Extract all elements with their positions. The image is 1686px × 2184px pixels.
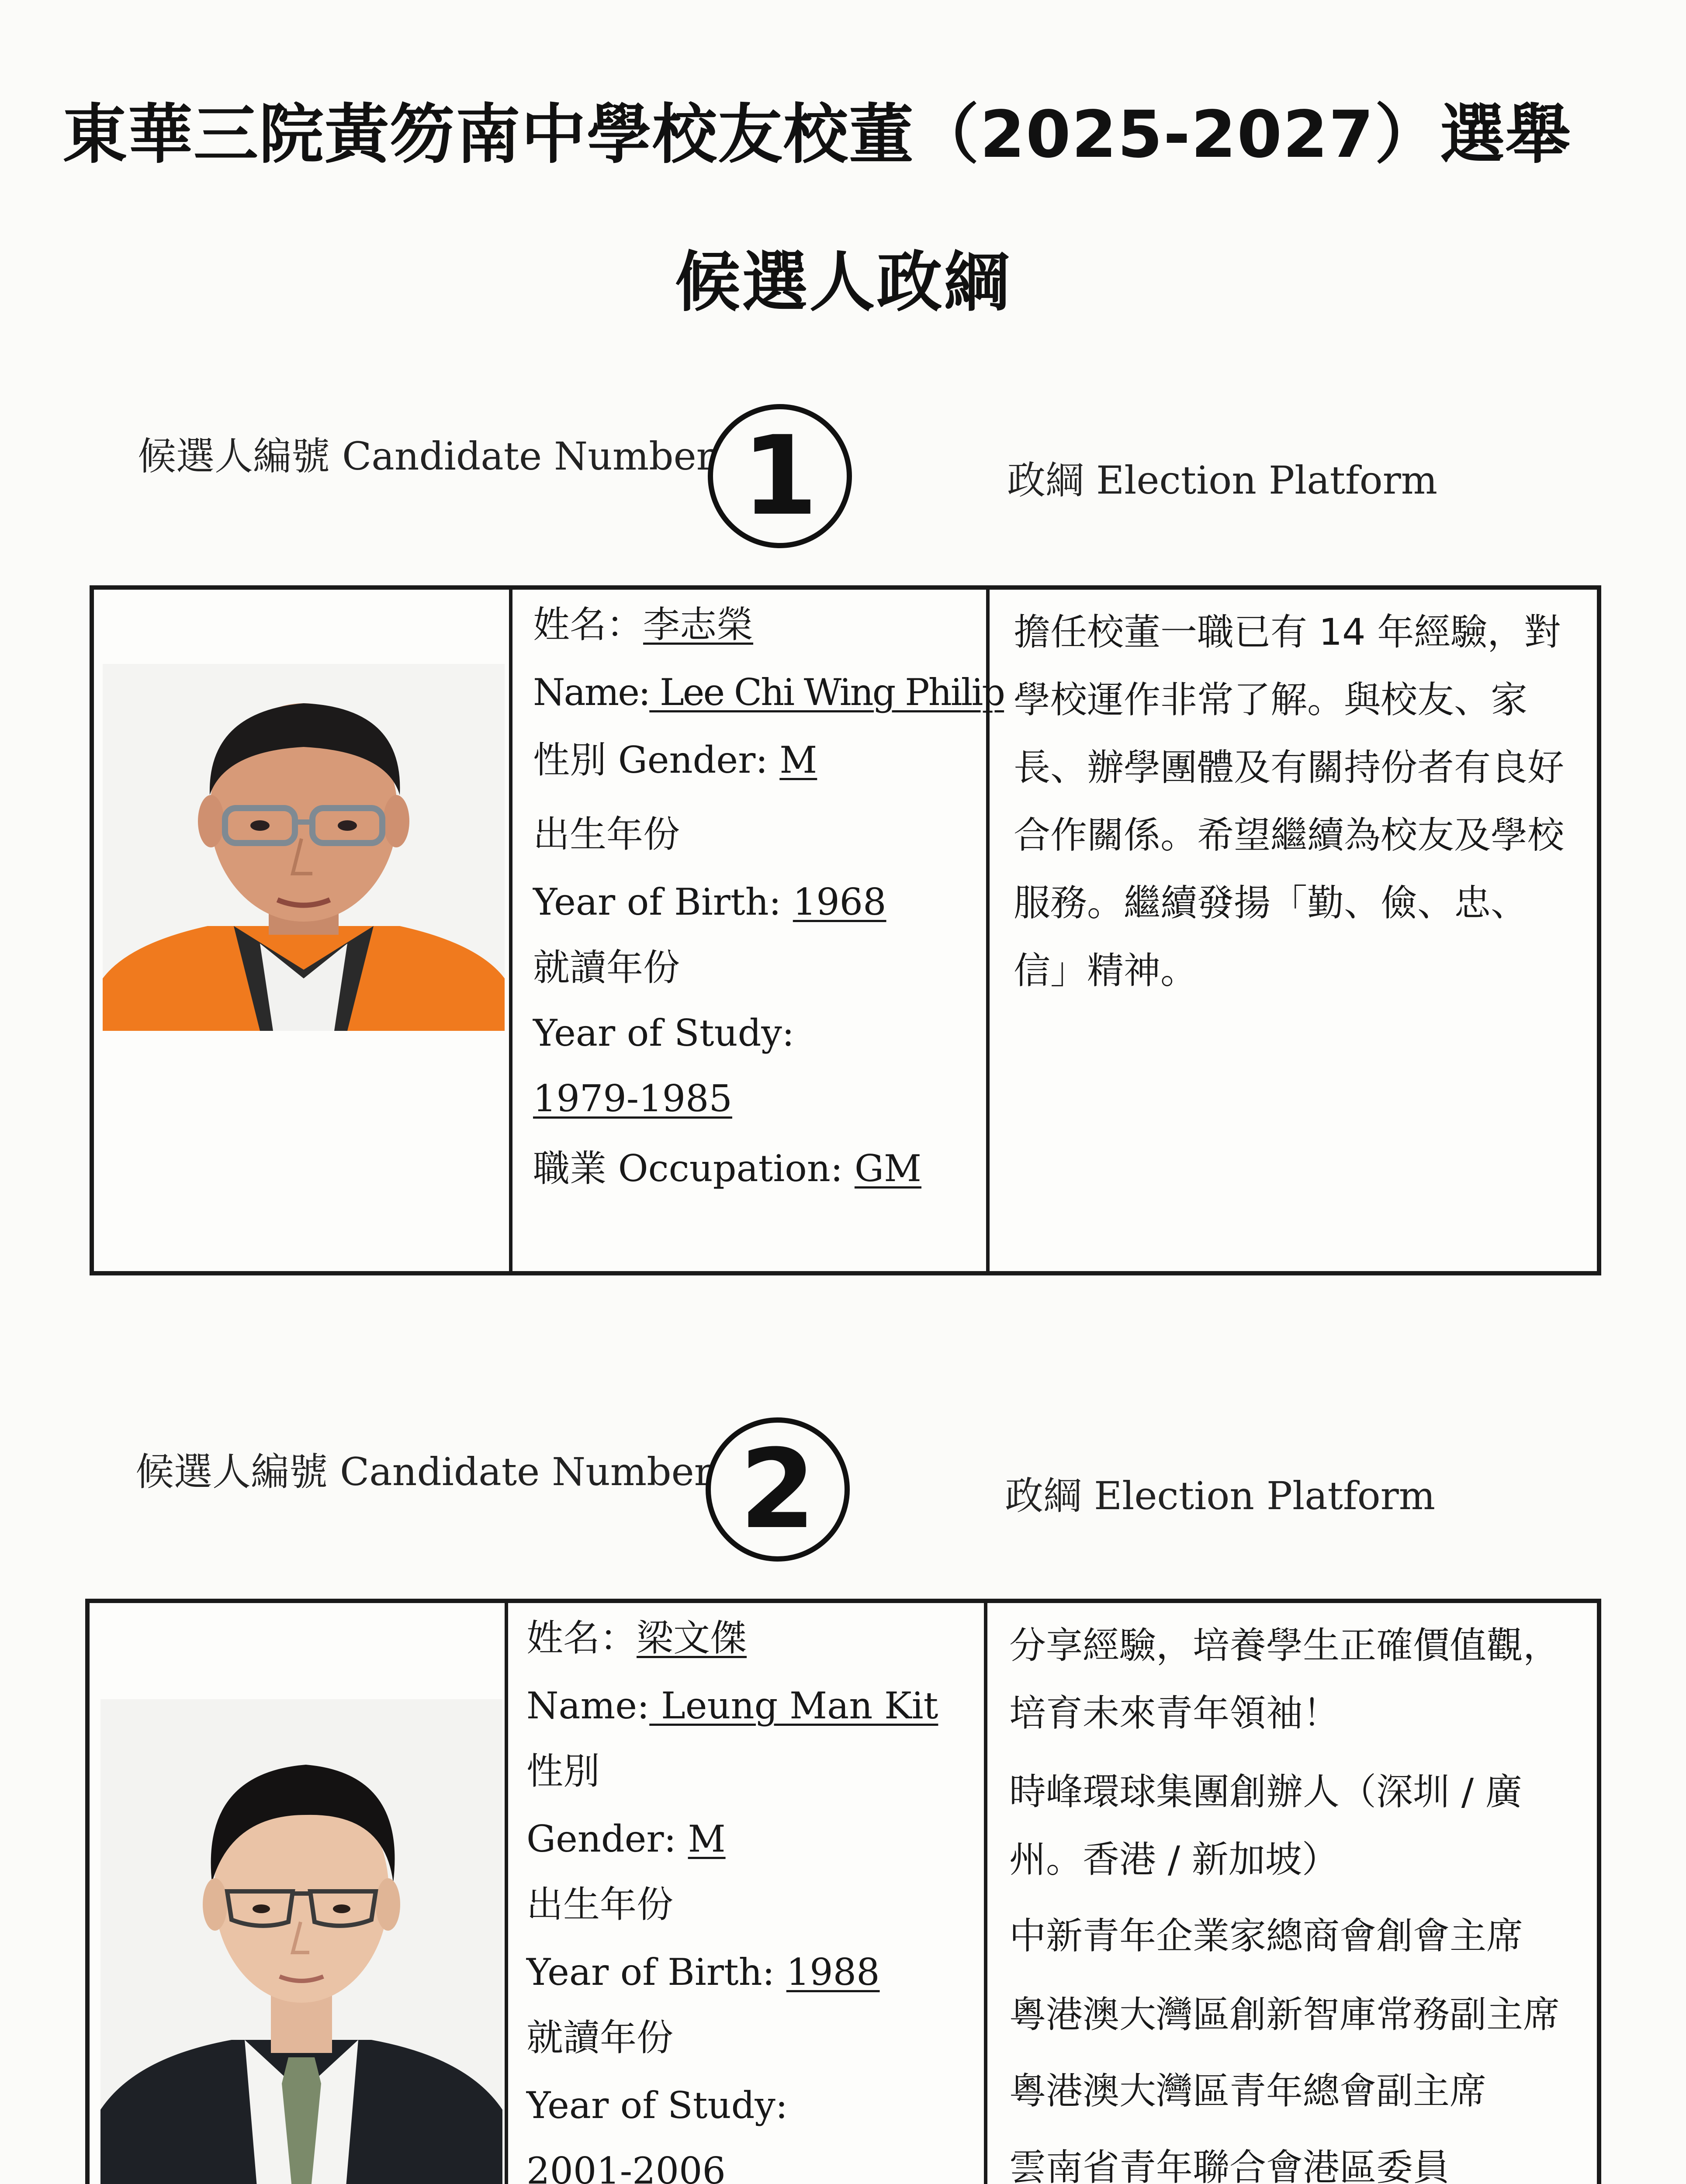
candidate-number-label: 候選人編號 Candidate Number bbox=[138, 434, 715, 479]
platform-line: 粵港澳大灣區創新智庫常務副主席 bbox=[1009, 1993, 1560, 2036]
column-divider bbox=[509, 590, 512, 1271]
candidate-2-platform bbox=[1009, 1603, 1590, 2184]
platform-line: 雲南省青年聯合會港區委員 bbox=[1009, 2146, 1450, 2184]
election-title: 東華三院黃笏南中學校友校董（2025-2027）選舉 bbox=[62, 97, 1572, 172]
platform-line: 培育未來青年領袖！ bbox=[1009, 1692, 1340, 1735]
candidate-2-info bbox=[526, 1603, 976, 2184]
candidate-1-card bbox=[90, 585, 1601, 1275]
platform-line: 擔任校董一職已有 14 年經驗，對 bbox=[1014, 611, 1561, 653]
name-en-row: Name: Leung Man Kit bbox=[526, 1684, 938, 1727]
platform-line: 州。香港 / 新加坡） bbox=[1009, 1838, 1339, 1881]
gender-value: M bbox=[779, 739, 817, 781]
platform-subtitle: 候選人政綱 bbox=[675, 245, 1011, 321]
birth-row: Year of Birth: 1968 bbox=[533, 881, 886, 923]
platform-line: 服務。繼續發揚「勤、儉、忠、 bbox=[1014, 881, 1528, 924]
candidate-1-info bbox=[533, 590, 1004, 1271]
birth-zh-label: 出生年份 bbox=[526, 1883, 674, 1926]
platform-line: 分享經驗，培養學生正確價值觀， bbox=[1009, 1624, 1560, 1667]
platform-line: 學校運作非常了解。與校友、家 bbox=[1014, 678, 1528, 721]
name-en-row: Name: Lee Chi Wing Philip bbox=[533, 671, 1004, 714]
study-en-label: Year of Study: bbox=[533, 1012, 795, 1054]
name-zh-value: 李志榮 bbox=[643, 603, 754, 646]
candidate-number-badge: 2 bbox=[706, 1417, 850, 1562]
platform-line: 時峰環球集團創辦人（深圳 / 廣 bbox=[1009, 1770, 1522, 1813]
birth-zh-label: 出生年份 bbox=[533, 813, 680, 856]
gender-row: 性別 Gender: M bbox=[533, 739, 817, 781]
platform-line: 信」精神。 bbox=[1014, 949, 1198, 992]
column-divider bbox=[505, 1603, 508, 2184]
study-value: 2001-2006 bbox=[526, 2149, 726, 2184]
birth-value: 1988 bbox=[786, 1951, 880, 1994]
platform-line: 粵港澳大灣區青年總會副主席 bbox=[1009, 2070, 1487, 2112]
occupation-value: GM bbox=[854, 1147, 922, 1190]
candidate-1-platform bbox=[1014, 590, 1590, 1271]
name-en-value: Lee Chi Wing Philip bbox=[649, 671, 1004, 714]
platform-line: 合作關係。希望繼續為校友及學校 bbox=[1014, 814, 1565, 857]
study-value: 1979-1985 bbox=[533, 1077, 732, 1120]
birth-row: Year of Birth: 1988 bbox=[526, 1951, 880, 1994]
candidate-2-photo bbox=[100, 1699, 502, 2184]
candidate-2-card bbox=[85, 1599, 1601, 2184]
occupation-row: 職業 Occupation: GM bbox=[533, 1147, 922, 1190]
platform-line: 長、辦學團體及有關持份者有良好 bbox=[1014, 746, 1565, 789]
name-zh-row: 姓名：李志榮 bbox=[533, 603, 754, 646]
election-platform-label: 政綱 Election Platform bbox=[1005, 1473, 1436, 1518]
name-zh-value: 梁文傑 bbox=[637, 1617, 747, 1659]
candidate-number-label: 候選人編號 Candidate Number bbox=[135, 1449, 713, 1494]
name-en-value: Leung Man Kit bbox=[649, 1684, 938, 1727]
platform-line: 中新青年企業家總商會創會主席 bbox=[1009, 1914, 1523, 1957]
column-divider bbox=[984, 1603, 987, 2184]
gender-row: Gender: M bbox=[526, 1818, 726, 1860]
candidate-1-photo bbox=[103, 664, 505, 1031]
study-en-label: Year of Study: bbox=[526, 2084, 788, 2127]
gender-zh-label: 性別 bbox=[526, 1750, 600, 1793]
study-zh-label: 就讀年份 bbox=[526, 2016, 674, 2059]
gender-value: M bbox=[688, 1818, 726, 1860]
election-platform-label: 政綱 Election Platform bbox=[1007, 458, 1438, 503]
study-zh-label: 就讀年份 bbox=[533, 946, 680, 989]
candidate-number-badge: 1 bbox=[708, 404, 852, 548]
name-zh-row: 姓名：梁文傑 bbox=[526, 1617, 747, 1659]
birth-value: 1968 bbox=[793, 881, 886, 923]
